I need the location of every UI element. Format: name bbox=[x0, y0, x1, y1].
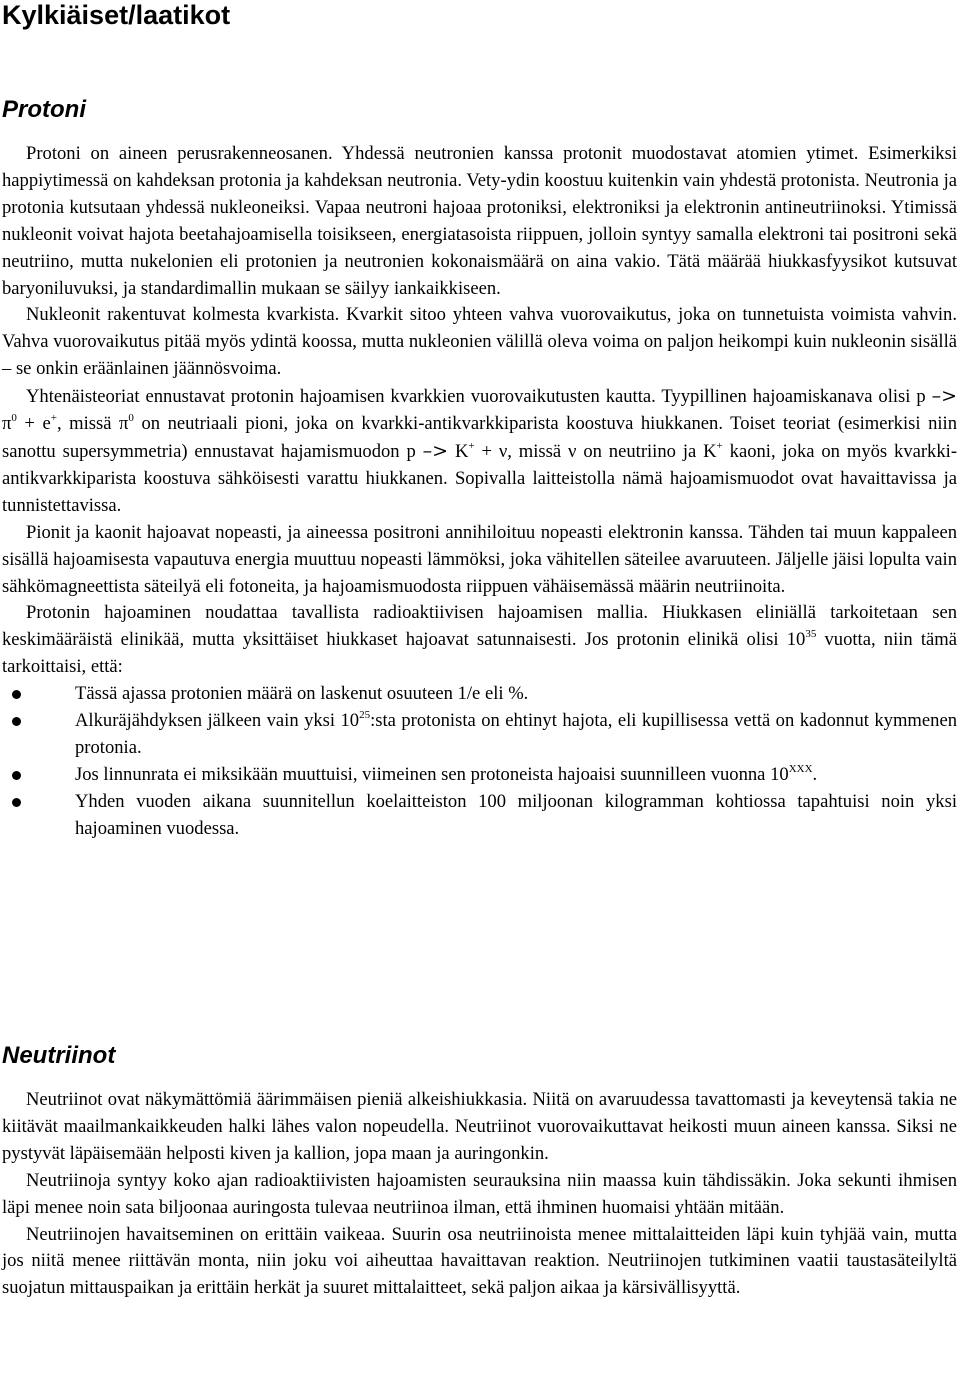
paragraph: Neutriinoja syntyy koko ajan radioaktiivisten hajoamisten seurauksina niin maassa kuin tähdissäkin. Joka sekunti ihmisen läpi menee noin sata biljoonaa auringosta tulevaa neutriinoa ilman, että ihminen huomaisi yhtään mitään. bbox=[2, 1169, 957, 1218]
list-item: Tässä ajassa protonien määrä on laskenut osuuteen 1/e eli %. bbox=[75, 681, 957, 708]
paragraph: Neutriinojen havaitseminen on erittäin vaikeaa. Suurin osa neutriinoista menee mittalaitteiden läpi kuin tyhjää vain, mutta jos niitä menee riittävän monta, niin joku voi aiheuttaa havaittavan reaktion. Neutriinojen tutkiminen vaatii taustasäteilyltä suojatun mittauspaikan ja erittäin herkät ja suuret mittalaitteet, sekä paljon aikaa ja kärsivällisyyttä. bbox=[2, 1223, 957, 1299]
neutriinot-section bbox=[2, 1087, 957, 1302]
paragraph: Protoni on aineen perusrakenneosanen. Yhdessä neutronien kanssa protonit muodostavat atomien ytimet. Esimerkiksi happiytimessä on kahdeksan protonia ja kahdeksan neutronia. Vety-ydin koostuu kuitenkin vain yhdestä protonista. Neutronia ja protonia kutsutaan yhdessä nukleoneiksi. Vapaa neutroni hajoaa protoniksi, elektroniksi ja elektronin antineutriinoksi. Ytimissä nukleonit voivat hajota beetahajoamisella toisikseen, energiatasoista riippuen, jolloin syntyy samalla elektroni tai positroni sekä neutriino, mutta nukelonien eli protonien ja neutronien kokonaismäärä on aina vakio. Tätä määrää hiukkasfyysikot kutsuvat baryoniluvuksi, ja standardimallin mukaan se säilyy iankaikkiseen. bbox=[2, 143, 957, 299]
list-item: Yhden vuoden aikana suunnitellun koelaitteiston 100 miljoonan kilogramman kohtiossa tapahtuisi noin yksi hajoaminen vuodessa. bbox=[75, 789, 957, 843]
paragraph: Pionit ja kaonit hajoavat nopeasti, ja aineessa positroni annihiloituu nopeasti elektronin kanssa. Tähden tai muun kappaleen sisällä hajoamisesta vapautuva energia muuttuu nopeasti lämmöksi, joka vähitellen säteilee avaruuteen. Jäljelle jäisi lopulta vain sähkömagneettista säteilyä eli fotoneita, ja hajoamismuodosta riippuen vähäisemässä määrin neutriinoita. bbox=[2, 521, 957, 597]
list-item: Jos linnunrata ei miksikään muuttuisi, viimeinen sen protoneista hajoaisi suunnilleen vuonna $10^{XXX}$. bbox=[75, 762, 957, 789]
section-heading-protoni: Protoni bbox=[2, 96, 86, 123]
page-title: Kylkiäiset/laatikot bbox=[2, 0, 231, 30]
paragraph: Nukleonit rakentuvat kolmesta kvarkista. Kvarkit sitoo yhteen vahva vuorovaikutus, joka on tunnetuista voimista vahvin. Vahva vuorovaikutus pitää myös ydintä koossa, mutta nukleonien välillä oleva voima on paljon heikompi kuin nukleonin sisällä – se onkin eräänlainen jäännösvoima. bbox=[2, 304, 957, 380]
paragraph: Neutriinot ovat näkymättömiä äärimmäisen pieniä alkeishiukkasia. Niitä on avaruudessa tavattomasti ja keveytensä takia ne kiitävät maailmankaikkeuden halki lähes valon nopeudella. Neutriinot vuorovaikuttavat heikosti muun aineen kanssa. Siksi ne pystyvät läpäisemään helposti kiven ja kallion, jopa maan ja auringonkin. bbox=[2, 1089, 957, 1164]
list-item: Alkuräjähdyksen jälkeen vain yksi $10^{25}:sta$ protonista on ehtinyt hajota, eli kupillisessa vettä on kadonnut kymmenen protonia. bbox=[75, 708, 957, 762]
paragraph: Yhtenäisteoriat ennustavat protonin hajoamisen kvarkkien vuorovaikutusten kautta. Tyypillinen hajoamiskanava olisi $p -> \pi^0 + e^+$, missä $\pi^0$ on neutriaali pioni, joka on kvarkki-antikvarkkiparista koostuva hiukkanen. Toiset teoriat (esimerkisi niin sanottu supersymmetria) ennustavat hajamismuodon p –> K+ + ν, missä ν on neutriino ja K+ kaoni, joka on myös kvarkki-antikvarkkiparista koostuva sähköisesti varattu hiukkanen. Sopivalla laitteistolla nämä hajoamismuodot ovat havaittavissa ja tunnistettavissa. bbox=[2, 385, 958, 516]
bullet-list bbox=[2, 681, 957, 842]
protoni-section bbox=[2, 141, 957, 843]
section-heading-neutriinot: Neutriinot bbox=[2, 1042, 116, 1069]
paragraph: Protonin hajoaminen noudattaa tavallista radioaktiivisen hajoamisen mallia. Hiukkasen eliniällä tarkoitetaan sen keskimääräistä elinikää, mutta yksittäiset hiukkaset hajoavat satunnaisesti. Jos protonin elinikä olisi $10^{35}$ vuotta, niin tämä tarkoittaisi, että: bbox=[2, 602, 957, 678]
